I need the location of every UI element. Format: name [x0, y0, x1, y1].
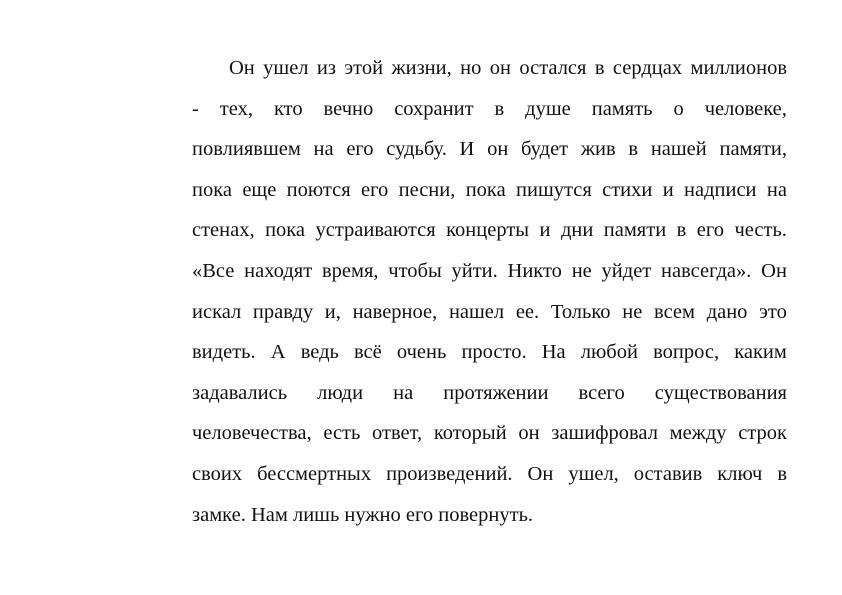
- word: дни: [560, 219, 594, 242]
- word: чтобы: [388, 259, 442, 282]
- word: он: [489, 57, 511, 79]
- word: стихи: [602, 178, 653, 201]
- paragraph-line: [192, 338, 787, 379]
- word: судьбу.: [386, 138, 447, 161]
- word: просто.: [461, 341, 527, 364]
- word: ушел,: [568, 462, 619, 485]
- word: произведений.: [386, 462, 513, 485]
- word: находят: [244, 259, 313, 282]
- word: который: [433, 422, 507, 445]
- word: поются: [286, 178, 351, 201]
- word: песни,: [398, 178, 456, 201]
- word: вопрос,: [653, 341, 720, 364]
- paragraph-line: [192, 216, 787, 257]
- word: памяти,: [719, 138, 787, 161]
- word: концерты: [446, 219, 530, 242]
- word: -: [192, 97, 199, 120]
- word: существования: [654, 381, 787, 404]
- paragraph-line: [192, 257, 787, 298]
- word: любой: [580, 341, 638, 364]
- paragraph-line: [192, 95, 787, 136]
- word: пишутся: [516, 178, 592, 201]
- word: не: [622, 300, 643, 323]
- word: всего: [578, 381, 625, 404]
- word: душе: [525, 97, 571, 120]
- word: его: [346, 138, 374, 161]
- word: его: [361, 178, 389, 201]
- word: всем: [654, 300, 695, 323]
- word: памяти: [603, 219, 667, 242]
- word: надписи: [684, 178, 757, 201]
- word: зашифровал: [551, 422, 658, 445]
- paragraph-line: [192, 419, 787, 460]
- word: из: [316, 57, 336, 79]
- word: остался: [519, 57, 587, 79]
- word: в: [628, 138, 639, 161]
- word: Он: [527, 462, 554, 485]
- paragraph-line: [192, 176, 787, 217]
- word: и: [539, 219, 551, 242]
- word: память: [591, 97, 653, 120]
- word: наверное,: [352, 300, 438, 323]
- word: повлиявшем: [192, 138, 301, 161]
- paragraph: [192, 54, 787, 541]
- word: пока: [265, 219, 306, 242]
- word: это: [759, 300, 787, 323]
- word: На: [541, 341, 566, 364]
- word: человечества,: [192, 422, 312, 445]
- word: Никто: [507, 259, 562, 282]
- word: в: [594, 57, 605, 79]
- word: в: [494, 97, 505, 120]
- word: ответ,: [372, 422, 423, 445]
- word: и: [662, 178, 674, 201]
- word: в: [676, 219, 687, 242]
- word: на: [393, 381, 414, 404]
- word: жизни,: [391, 57, 452, 79]
- word: нашей: [650, 138, 707, 161]
- word: уйдет: [601, 259, 652, 282]
- word: искал: [192, 300, 242, 323]
- word: этой: [344, 57, 384, 79]
- word: нашел: [448, 300, 505, 323]
- word: Только: [550, 300, 611, 323]
- word: но: [460, 57, 482, 79]
- word: бессмертных: [257, 462, 372, 485]
- word: своих: [192, 462, 243, 485]
- word: протяжении: [443, 381, 549, 404]
- word: «Все: [192, 259, 235, 282]
- word: будет: [521, 138, 569, 161]
- word: Он: [229, 57, 255, 79]
- word: между: [669, 422, 727, 445]
- word: не: [571, 259, 592, 282]
- word: каким: [734, 341, 787, 364]
- word: еще: [242, 178, 277, 201]
- word: устраиваются: [315, 219, 436, 242]
- word: задавались: [192, 381, 288, 404]
- word: ее.: [515, 300, 540, 323]
- word: ключ: [717, 462, 763, 485]
- word: А: [270, 341, 286, 364]
- paragraph-line: [192, 460, 787, 501]
- word: на: [313, 138, 334, 161]
- word: стенах,: [192, 219, 255, 242]
- word: тех,: [219, 97, 253, 120]
- word: время,: [321, 259, 379, 282]
- word: пока: [192, 178, 232, 201]
- word: есть: [323, 422, 361, 445]
- word: всё: [353, 341, 382, 364]
- word: жив: [580, 138, 616, 161]
- word: миллионов: [690, 57, 787, 79]
- word: честь.: [734, 219, 787, 242]
- word: в: [777, 462, 787, 485]
- word: навсегда».: [661, 259, 752, 282]
- word: люди: [317, 381, 364, 404]
- word: оставив: [633, 462, 703, 485]
- word: вечно: [323, 97, 374, 120]
- word: сердцах: [612, 57, 683, 79]
- word: ведь: [300, 341, 339, 364]
- paragraph-line: [192, 135, 787, 176]
- word: видеть.: [192, 341, 256, 364]
- word: он: [518, 422, 540, 445]
- word: ушел: [263, 57, 309, 79]
- word: на: [766, 178, 787, 201]
- word: очень: [396, 341, 447, 364]
- word: Он: [761, 259, 787, 282]
- word: правду: [252, 300, 314, 323]
- word: И: [459, 138, 475, 161]
- paragraph-line: [192, 379, 787, 420]
- word: строк: [738, 422, 787, 445]
- word: человеке,: [704, 97, 787, 120]
- word: уйти.: [451, 259, 498, 282]
- paragraph-last-line: замке. Нам лишь нужно его повернуть.: [192, 503, 534, 526]
- word: о: [673, 97, 684, 120]
- paragraph-line: [192, 54, 787, 95]
- word: дано: [706, 300, 748, 323]
- word: пока: [465, 178, 506, 201]
- word: его: [696, 219, 725, 242]
- word: и,: [324, 300, 341, 323]
- word: кто: [273, 97, 303, 120]
- word: он: [487, 138, 509, 161]
- word: сохранит: [394, 97, 474, 120]
- paragraph-line: [192, 298, 787, 339]
